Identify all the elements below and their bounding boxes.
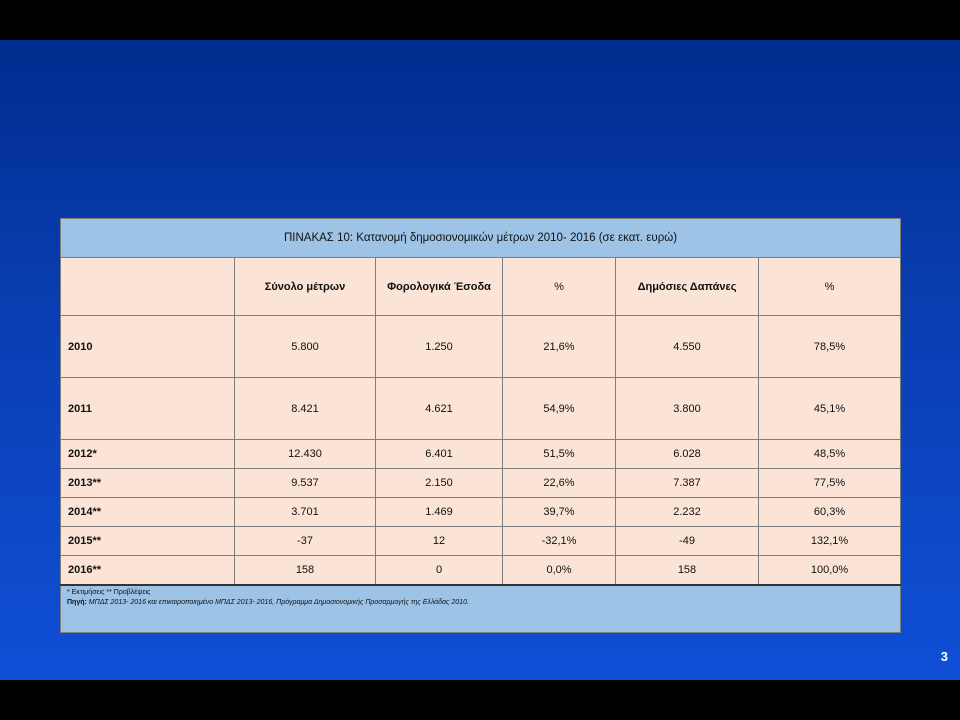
header-public-spending: Δημόσιες Δαπάνες <box>616 258 759 316</box>
table-row <box>61 556 901 586</box>
year-cell: 2014** <box>61 498 235 527</box>
table-row <box>61 316 901 378</box>
tax-cell: 6.401 <box>376 440 503 469</box>
source-text: ΜΠΔΣ 2013- 2016 και επικαιροποιημένο ΜΠΔΣ 2013- 2016, Πρόγραμμα Δημοσιονομικής Προσαρμογής της Ελλάδας 2010. <box>88 599 469 606</box>
header-spending-percent: % <box>759 258 901 316</box>
tax-pct-cell: 22,6% <box>503 469 616 498</box>
year-cell: 2011 <box>61 378 235 440</box>
table-row <box>61 440 901 469</box>
spend-pct-cell: 77,5% <box>759 469 901 498</box>
tax-pct-cell: 54,9% <box>503 378 616 440</box>
total-cell: 8.421 <box>235 378 376 440</box>
tax-cell: 1.469 <box>376 498 503 527</box>
tax-cell: 0 <box>376 556 503 586</box>
tax-pct-cell: 0,0% <box>503 556 616 586</box>
total-cell: 158 <box>235 556 376 586</box>
spend-cell: 6.028 <box>616 440 759 469</box>
tax-pct-cell: 39,7% <box>503 498 616 527</box>
table-row <box>61 469 901 498</box>
spend-pct-cell: 45,1% <box>759 378 901 440</box>
source-label: Πηγή: <box>67 599 87 606</box>
table-title: ΠΙΝΑΚΑΣ 10: Κατανομή δημοσιονομικών μέτρων 2010- 2016 (σε εκατ. ευρώ) <box>61 219 901 258</box>
tax-pct-cell: -32,1% <box>503 527 616 556</box>
footnote-legend: * Εκτιμήσεις ** Προβλέψεις <box>67 589 151 596</box>
fiscal-measures-table <box>60 218 901 633</box>
spend-cell: -49 <box>616 527 759 556</box>
table-row <box>61 527 901 556</box>
total-cell: 12.430 <box>235 440 376 469</box>
year-cell: 2012* <box>61 440 235 469</box>
source-note <box>67 598 894 608</box>
page-number: 3 <box>940 649 948 664</box>
spend-cell: 3.800 <box>616 378 759 440</box>
header-tax-revenue: Φορολογικά Έσοδα <box>376 258 503 316</box>
total-cell: 3.701 <box>235 498 376 527</box>
header-empty <box>61 258 235 316</box>
spend-pct-cell: 48,5% <box>759 440 901 469</box>
spend-pct-cell: 78,5% <box>759 316 901 378</box>
tax-pct-cell: 21,6% <box>503 316 616 378</box>
tax-cell: 4.621 <box>376 378 503 440</box>
year-cell: 2013** <box>61 469 235 498</box>
spend-cell: 7.387 <box>616 469 759 498</box>
spend-cell: 4.550 <box>616 316 759 378</box>
spend-pct-cell: 100,0% <box>759 556 901 586</box>
header-tax-percent: % <box>503 258 616 316</box>
spend-cell: 2.232 <box>616 498 759 527</box>
tax-pct-cell: 51,5% <box>503 440 616 469</box>
spend-cell: 158 <box>616 556 759 586</box>
year-cell: 2016** <box>61 556 235 586</box>
measures-table-container <box>60 218 900 633</box>
tax-cell: 2.150 <box>376 469 503 498</box>
total-cell: 9.537 <box>235 469 376 498</box>
total-cell: 5.800 <box>235 316 376 378</box>
total-cell: -37 <box>235 527 376 556</box>
tax-cell: 1.250 <box>376 316 503 378</box>
spend-pct-cell: 60,3% <box>759 498 901 527</box>
year-cell: 2015** <box>61 527 235 556</box>
year-cell: 2010 <box>61 316 235 378</box>
header-total-measures: Σύνολο μέτρων <box>235 258 376 316</box>
spend-pct-cell: 132,1% <box>759 527 901 556</box>
table-header-row <box>61 258 901 316</box>
table-notes <box>61 585 901 633</box>
slide <box>0 40 960 680</box>
tax-cell: 12 <box>376 527 503 556</box>
table-row <box>61 378 901 440</box>
table-row <box>61 498 901 527</box>
